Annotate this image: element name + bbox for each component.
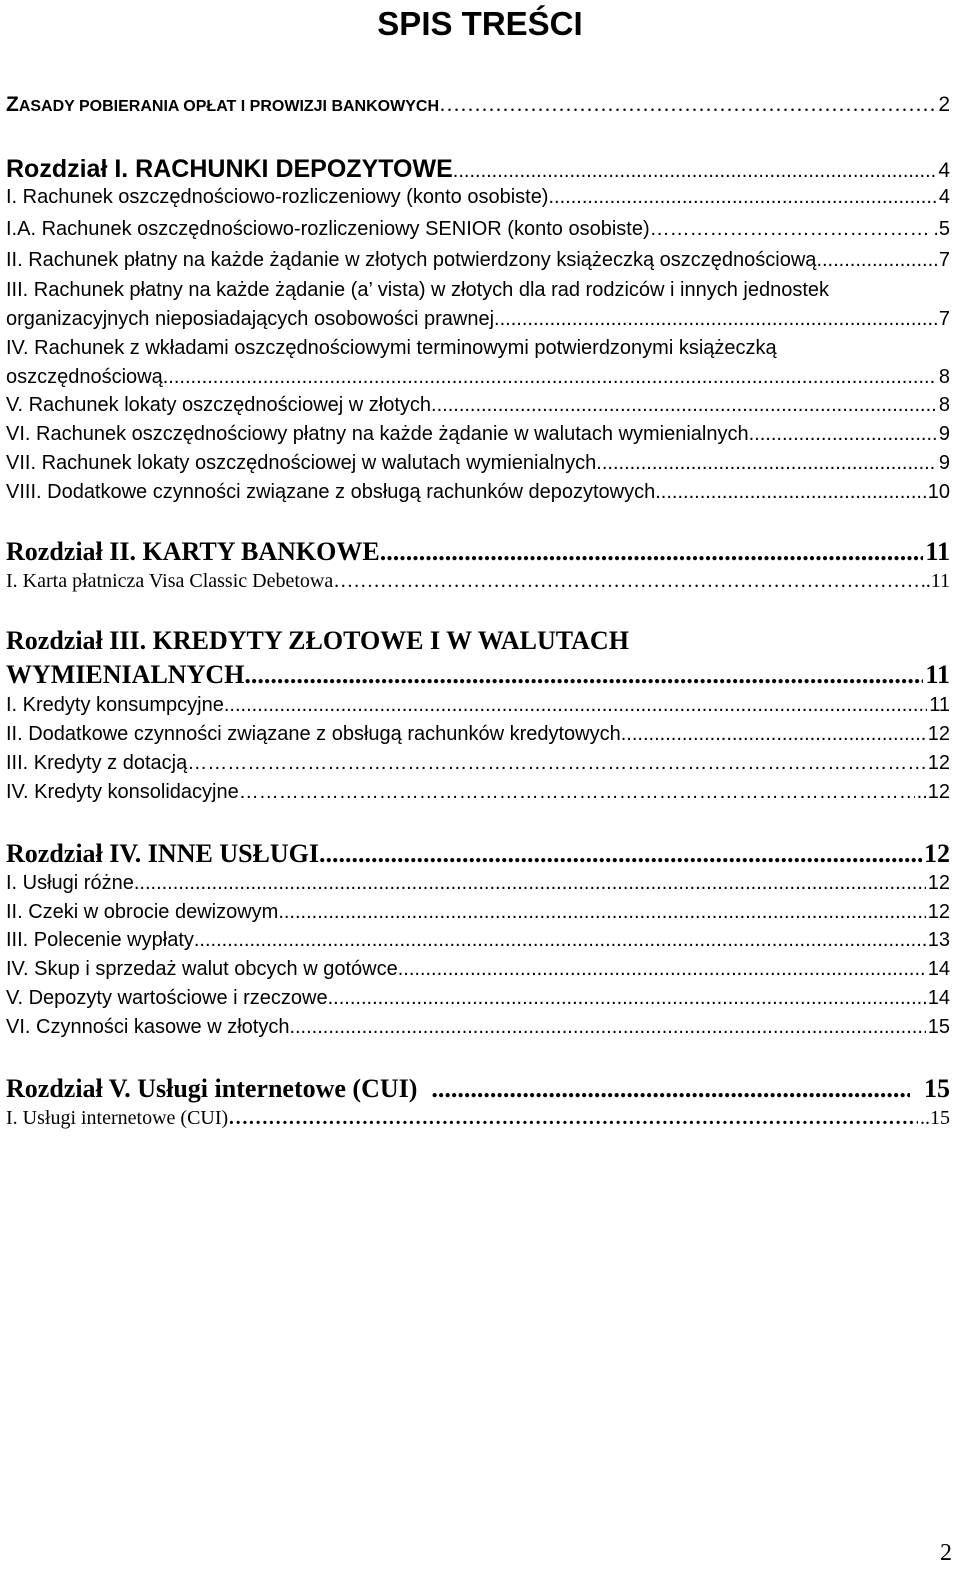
toc-entry[interactable] <box>6 958 950 981</box>
page-ref: 7 <box>938 249 950 271</box>
toc-entry[interactable] <box>6 249 950 272</box>
chapter-title: Rozdział II. KARTY BANKOWE <box>6 537 380 566</box>
leader-dots <box>453 160 937 183</box>
page-ref: 14 <box>927 987 950 1009</box>
page-ref: 13 <box>927 929 950 951</box>
leader-dots <box>163 366 937 389</box>
toc-entry-line1[interactable] <box>6 337 950 360</box>
entry-title-cont: oszczędnościową <box>6 366 163 388</box>
leader-dots <box>548 186 936 209</box>
leader-dots <box>333 570 919 593</box>
entry-title: III. Rachunek płatny na każde żądanie (a’ vista) w złotych dla rad rodziców i innych jednostek <box>6 279 830 301</box>
page-ref: 14 <box>927 958 950 980</box>
entry-title: V. Rachunek lokaty oszczędnościowej w złotych <box>6 394 432 416</box>
page-ref: 12 <box>927 901 950 923</box>
entry-title: IV. Skup i sprzedaż walut obcych w gotówce <box>6 958 398 980</box>
leader-dots <box>431 394 937 417</box>
page-ref: 11 <box>929 694 950 716</box>
chapter-title: Rozdział III. KREDYTY ZŁOTOWE I W WALUTACH <box>6 626 629 655</box>
page-ref: 12 <box>927 723 950 745</box>
page-ref: 9 <box>938 452 950 474</box>
entry-title: III. Polecenie wypłaty <box>6 929 194 951</box>
entry-title: I. Usługi różne <box>6 872 134 894</box>
entry-title: I. Karta płatnicza Visa Classic Debetowa <box>6 570 334 592</box>
entry-title: V. Depozyty wartościowe i rzeczowe <box>6 987 328 1009</box>
page-ref: 12 <box>927 872 950 894</box>
leader-dots <box>278 901 925 924</box>
page-ref: 10 <box>927 481 950 503</box>
toc-chapter-1[interactable] <box>6 155 950 184</box>
entry-title: VIII. Dodatkowe czynności związane z obsługą rachunków depozytowych <box>6 481 656 503</box>
zasady-label: ASADY POBIERANIA OPŁAT I PROWIZJI BANKOWYCH <box>18 98 439 115</box>
entry-title: II. Dodatkowe czynności związane z obsługą rachunków kredytowych <box>6 723 621 745</box>
page-title: SPIS TREŚCI <box>377 5 583 42</box>
toc-entry[interactable] <box>6 723 950 746</box>
page-ref: ..15 <box>920 1107 950 1129</box>
toc-entry[interactable] <box>6 901 950 924</box>
leader-dots <box>398 958 926 981</box>
toc-entry[interactable] <box>6 186 950 209</box>
leader-dots <box>816 249 936 272</box>
toc-entry-line2[interactable] <box>6 308 950 331</box>
toc-entry[interactable] <box>6 1107 950 1130</box>
leader-dots <box>187 752 926 775</box>
entry-title: VI. Rachunek oszczędnościowy płatny na każde żądanie w walutach wymienialnych <box>6 423 749 445</box>
toc-entry-line1[interactable] <box>6 279 950 302</box>
toc-entry[interactable] <box>6 570 950 593</box>
entry-title: I. Kredyty konsumpcyjne <box>6 694 224 716</box>
page-number: 2 <box>940 1540 952 1566</box>
leader-dots <box>244 660 923 690</box>
toc-chapter-3-line2[interactable] <box>6 660 950 690</box>
toc-entry[interactable] <box>6 929 950 952</box>
chapter-title: Rozdział V. Usługi internetowe (CUI) <box>6 1074 418 1103</box>
leader-dots <box>328 987 926 1010</box>
leader-dots <box>596 452 937 475</box>
toc-chapter-4[interactable] <box>6 839 950 869</box>
leader-dots <box>655 481 926 504</box>
toc-entry[interactable] <box>6 694 950 717</box>
page-ref: .5 <box>933 218 950 240</box>
toc-entry[interactable] <box>6 423 950 446</box>
entry-title: VII. Rachunek lokaty oszczędnościowej w walutach wymienialnych <box>6 452 597 474</box>
toc-chapter-3-line1[interactable] <box>6 626 950 656</box>
leader-dots <box>439 92 936 117</box>
page-ref: 9 <box>938 423 950 445</box>
chapter-title: Rozdział I. RACHUNKI DEPOZYTOWE <box>6 155 453 183</box>
entry-title: III. Kredyty z dotacją <box>6 752 188 774</box>
toc-chapter-5[interactable] <box>6 1074 950 1104</box>
page-ref: 15 <box>927 1016 950 1038</box>
page-ref: 12 <box>924 839 950 868</box>
leader-dots <box>228 1107 918 1130</box>
leader-dots <box>500 308 937 331</box>
page-ref: 8 <box>938 394 950 416</box>
zasady-initial: Z <box>6 93 19 116</box>
toc-entry[interactable] <box>6 218 950 241</box>
page-ref: 4 <box>938 186 950 208</box>
entry-title: I. Rachunek oszczędnościowo-rozliczeniowy (konto osobiste) <box>6 186 549 208</box>
entry-title: IV. Rachunek z wkładami oszczędnościowymi terminowymi potwierdzonymi książeczką <box>6 337 777 359</box>
leader-dots <box>239 781 915 804</box>
chapter-title-cont: WYMIENIALNYCH <box>6 660 245 689</box>
page-ref: 7 <box>938 308 950 330</box>
toc-entry[interactable] <box>6 872 950 895</box>
leader-dots <box>380 537 924 567</box>
chapter-title: Rozdział IV. INNE USŁUGI <box>6 839 320 868</box>
toc-entry[interactable] <box>6 394 950 417</box>
leader-dots <box>319 839 922 869</box>
page-ref: 11 <box>925 537 950 566</box>
toc-entry[interactable] <box>6 752 950 775</box>
entry-title: IV. Kredyty konsolidacyjne <box>6 781 239 803</box>
leader-dots <box>224 694 927 717</box>
leader-dots <box>650 218 932 241</box>
page-ref: 15 <box>924 1074 950 1103</box>
entry-title: VI. Czynności kasowe w złotych <box>6 1016 290 1038</box>
entry-title: I. Usługi internetowe (CUI) <box>6 1107 229 1129</box>
leader-dots <box>749 423 937 446</box>
leader-dots <box>621 723 926 746</box>
entry-title: II. Rachunek płatny na każde żądanie w złotych potwierdzony książeczką oszczędnościową <box>6 249 817 271</box>
leader-dots <box>194 929 926 952</box>
page-ref: 4 <box>938 159 950 182</box>
toc-entry-line2[interactable] <box>6 366 950 389</box>
entry-title: II. Czeki w obrocie dewizowym <box>6 901 279 923</box>
toc-entry[interactable] <box>6 987 950 1010</box>
toc-entry[interactable] <box>6 781 950 804</box>
page-ref: 12 <box>927 752 950 774</box>
entry-title-cont: organizacyjnych nieposiadających osobowości prawnej. <box>6 308 500 330</box>
toc-entry[interactable] <box>6 1016 950 1039</box>
leader-dots <box>289 1016 925 1039</box>
page-ref: ..12 <box>916 781 950 803</box>
page-ref: ..11 <box>920 570 950 592</box>
toc-entry[interactable] <box>6 481 950 504</box>
page-ref: 8 <box>938 366 950 388</box>
entry-title: I.A. Rachunek oszczędnościowo-rozliczeniowy SENIOR (konto osobiste) <box>6 218 650 240</box>
leader-dots <box>431 1074 910 1104</box>
toc-entry-zasady[interactable] <box>6 92 950 117</box>
toc-entry[interactable] <box>6 452 950 475</box>
leader-dots <box>134 872 926 895</box>
toc-chapter-2[interactable] <box>6 537 950 567</box>
page-ref: 2 <box>938 93 950 116</box>
page-ref: 11 <box>925 660 950 689</box>
